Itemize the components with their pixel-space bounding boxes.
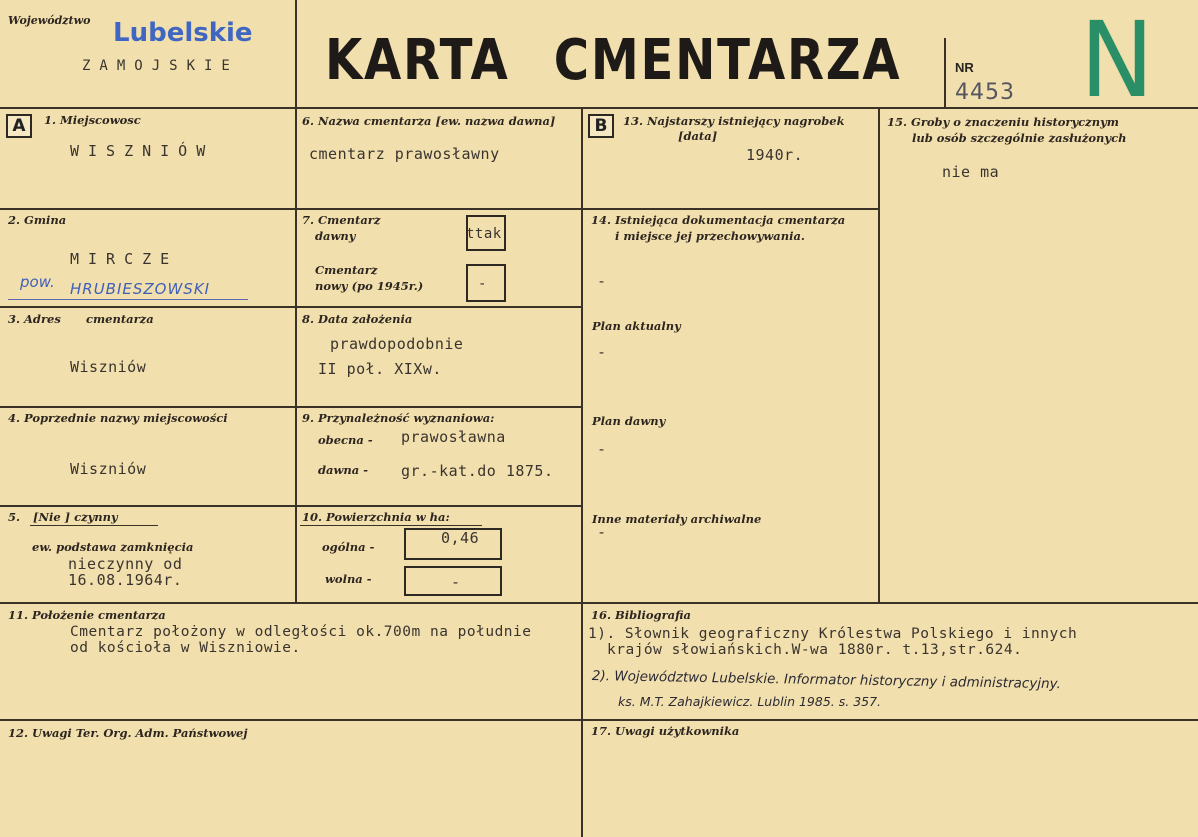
field-5-value-1: nieczynny od bbox=[68, 555, 183, 573]
ogolna-label: ogólna - bbox=[322, 540, 375, 554]
wojewodztwo-label: Województwo bbox=[8, 14, 91, 27]
section-a-marker: A bbox=[6, 114, 32, 138]
powiat-value: HRUBIESZOWSKI bbox=[70, 280, 211, 298]
field-15-value: nie ma bbox=[942, 163, 1000, 181]
divider bbox=[878, 107, 880, 603]
type-letter-n: N bbox=[1079, 0, 1154, 121]
page-title: KARTA CMENTARZA bbox=[325, 28, 902, 93]
field-3-label-cmentarza: cmentarza bbox=[86, 312, 154, 326]
powiat-underline bbox=[8, 299, 248, 300]
field-4-value: Wiszniów bbox=[70, 460, 147, 478]
dawna-label: dawna - bbox=[318, 463, 368, 477]
field-5-underline bbox=[30, 525, 158, 526]
field-15-label-sub: lub osób szczególnie zasłużonych bbox=[912, 131, 1127, 145]
divider bbox=[295, 0, 297, 603]
field-1-label: 1. Miejscowosc bbox=[44, 113, 141, 127]
obecna-label: obecna - bbox=[318, 433, 373, 447]
divider bbox=[0, 208, 878, 210]
divider bbox=[0, 719, 1198, 721]
field-14-value: - bbox=[597, 272, 607, 290]
divider bbox=[0, 107, 1198, 109]
field-17-label: 17. Uwagi użytkownika bbox=[591, 724, 740, 738]
divider bbox=[0, 505, 581, 507]
field-13-value: 1940r. bbox=[746, 146, 804, 164]
divider bbox=[0, 306, 581, 308]
field-10-underline bbox=[300, 525, 482, 526]
wolna-value: - bbox=[451, 573, 461, 591]
plan-aktualny-label: Plan aktualny bbox=[592, 319, 681, 333]
field-15-label: 15. Groby o znaczeniu historycznym bbox=[887, 115, 1119, 129]
divider bbox=[0, 602, 1198, 604]
divider bbox=[0, 406, 581, 408]
divider bbox=[944, 38, 946, 108]
field-5-sub-label: ew. podstawa zamknięcia bbox=[32, 540, 194, 554]
cmentarz-dawny-value: ttak bbox=[466, 226, 502, 242]
field-7-nowy-sub: nowy (po 1945r.) bbox=[315, 279, 424, 293]
field-9-label: 9. Przynależność wyznaniowa: bbox=[302, 411, 495, 425]
powiat-label: pow. bbox=[20, 273, 55, 291]
region-label: ZAMOJSKIE bbox=[82, 58, 239, 74]
field-13-label: 13. Najstarszy istniejący nagrobek bbox=[623, 114, 845, 128]
field-8-value-1: prawdopodobnie bbox=[330, 335, 464, 353]
nr-label: NR bbox=[955, 60, 974, 75]
field-14-label: 14. Istniejąca dokumentacja cmentarza bbox=[591, 213, 846, 227]
field-14-label-sub: i miejsce jej przechowywania. bbox=[615, 229, 805, 243]
bibliography-entry-2-line-1: 2). Województwo Lubelskie. Informator historyczny i administracyjny. bbox=[591, 668, 1061, 693]
section-b-marker: B bbox=[588, 114, 614, 138]
plan-aktualny-value: - bbox=[597, 343, 607, 361]
inne-materialy-label: Inne materiały archiwalne bbox=[592, 512, 762, 526]
plan-dawny-label: Plan dawny bbox=[592, 414, 666, 428]
inne-materialy-value: - bbox=[597, 523, 607, 541]
field-7-nowy-label: Cmentarz bbox=[315, 263, 378, 277]
bibliography-entry-2-line-2: ks. M.T. Zahajkiewicz. Lublin 1985. s. 357. bbox=[618, 694, 882, 709]
field-11-label: 11. Położenie cmentarza bbox=[8, 608, 166, 622]
field-11-value-1: Cmentarz położony w odległości ok.700m na południe bbox=[70, 624, 532, 640]
field-13-label-sub: [data] bbox=[678, 129, 718, 143]
field-4-label: 4. Poprzednie nazwy miejscowości bbox=[8, 411, 228, 425]
field-7-label: 7. Cmentarz bbox=[302, 213, 381, 227]
field-16-label: 16. Bibliografia bbox=[591, 608, 691, 622]
bibliography-entry-1-line-1: 1). Słownik geograficzny Królestwa Polskiego i innych bbox=[588, 626, 1078, 642]
plan-dawny-value: - bbox=[597, 440, 607, 458]
field-3-value: Wiszniów bbox=[70, 358, 147, 376]
field-10-label: 10. Powierzchnia w ha: bbox=[302, 510, 450, 524]
field-6-label: 6. Nazwa cmentarza [ew. nazwa dawna] bbox=[302, 114, 556, 128]
field-2-value: MIRCZE bbox=[70, 250, 179, 268]
cmentarz-nowy-value: - bbox=[478, 276, 487, 292]
divider bbox=[581, 107, 583, 837]
field-5-value-2: 16.08.1964r. bbox=[68, 571, 183, 589]
bibliography-entry-1-line-2: krajów słowiańskich.W-wa 1880r. t.13,str.624. bbox=[607, 642, 1023, 658]
field-6-value: cmentarz prawosławny bbox=[309, 145, 500, 163]
obecna-value: prawosławna bbox=[401, 428, 506, 446]
field-1-value: WISZNIÓW bbox=[70, 142, 215, 160]
wojewodztwo-stamp: Lubelskie bbox=[113, 18, 253, 48]
wolna-label: wolna - bbox=[325, 572, 372, 586]
field-2-label: 2. Gmina bbox=[8, 213, 67, 227]
field-8-label: 8. Data założenia bbox=[302, 312, 413, 326]
field-3-label: 3. Adres bbox=[8, 312, 61, 326]
field-12-label: 12. Uwagi Ter. Org. Adm. Państwowej bbox=[8, 726, 248, 740]
dawna-value: gr.-kat.do 1875. bbox=[401, 462, 554, 480]
nr-value: 4453 bbox=[955, 80, 1015, 105]
field-7-dawny-label: dawny bbox=[315, 229, 356, 243]
field-5-label: [Nie ] czynny bbox=[33, 510, 118, 524]
ogolna-value: 0,46 bbox=[441, 529, 480, 547]
field-8-value-2: II poł. XIXw. bbox=[318, 360, 442, 378]
field-11-value-2: od kościoła w Wiszniowie. bbox=[70, 640, 301, 656]
field-5-label-num: 5. bbox=[8, 510, 21, 524]
